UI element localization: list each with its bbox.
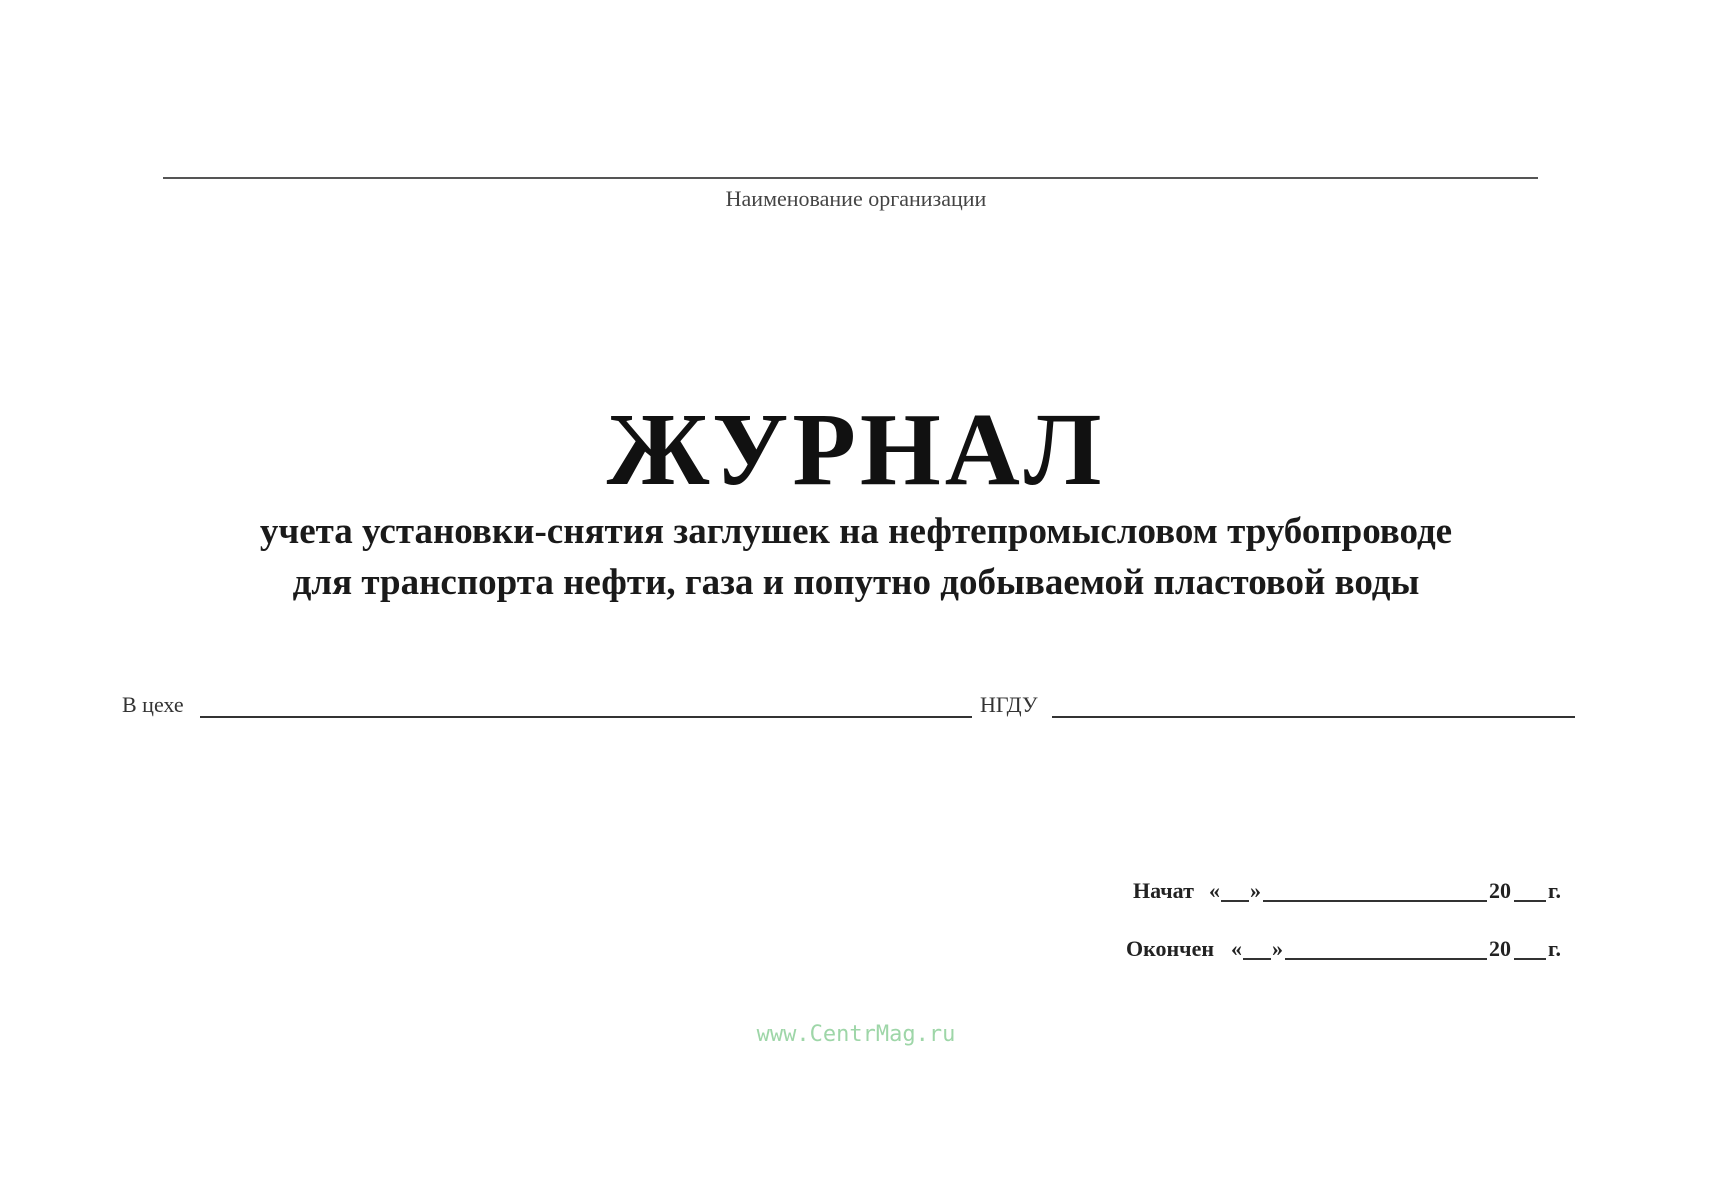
started-date-row [1100,876,1600,910]
started-label: Начат [1133,878,1194,903]
site-watermark: www.CentrMag.ru [756,1022,956,1047]
ended-month-blank [1285,958,1487,960]
started-close-quote: » [1250,878,1261,903]
started-month-blank [1263,900,1487,902]
ngdu-blank-line [1052,716,1575,718]
ended-label: Окончен [1126,936,1215,961]
ended-open-quote: « [1231,936,1242,961]
ended-close-quote: » [1272,936,1283,961]
ended-date-row [1100,934,1600,968]
started-year-suffix: г. [1548,878,1562,903]
ngdu-label: НГДУ [980,692,1038,717]
workshop-ngdu-row [122,690,1582,724]
started-day-blank [1221,900,1249,902]
workshop-blank-line [200,716,972,718]
organization-name-line [163,177,1538,179]
subtitle-line-1: учета установки-снятия заглушек на нефтепромысловом трубопроводе [259,511,1453,552]
started-year-prefix: 20 [1489,878,1511,903]
organization-caption: Наименование организации [725,186,987,211]
workshop-label: В цехе [122,692,184,717]
ended-day-blank [1243,958,1271,960]
ended-year-suffix: г. [1548,936,1562,961]
started-year-blank [1514,900,1546,902]
journal-title: ЖУРНАЛ [606,392,1106,507]
started-open-quote: « [1209,878,1220,903]
journal-subtitle [0,506,1712,608]
ended-year-prefix: 20 [1489,936,1511,961]
subtitle-line-2: для транспорта нефти, газа и попутно добываемой пластовой воды [292,562,1420,603]
ended-year-blank [1514,958,1546,960]
